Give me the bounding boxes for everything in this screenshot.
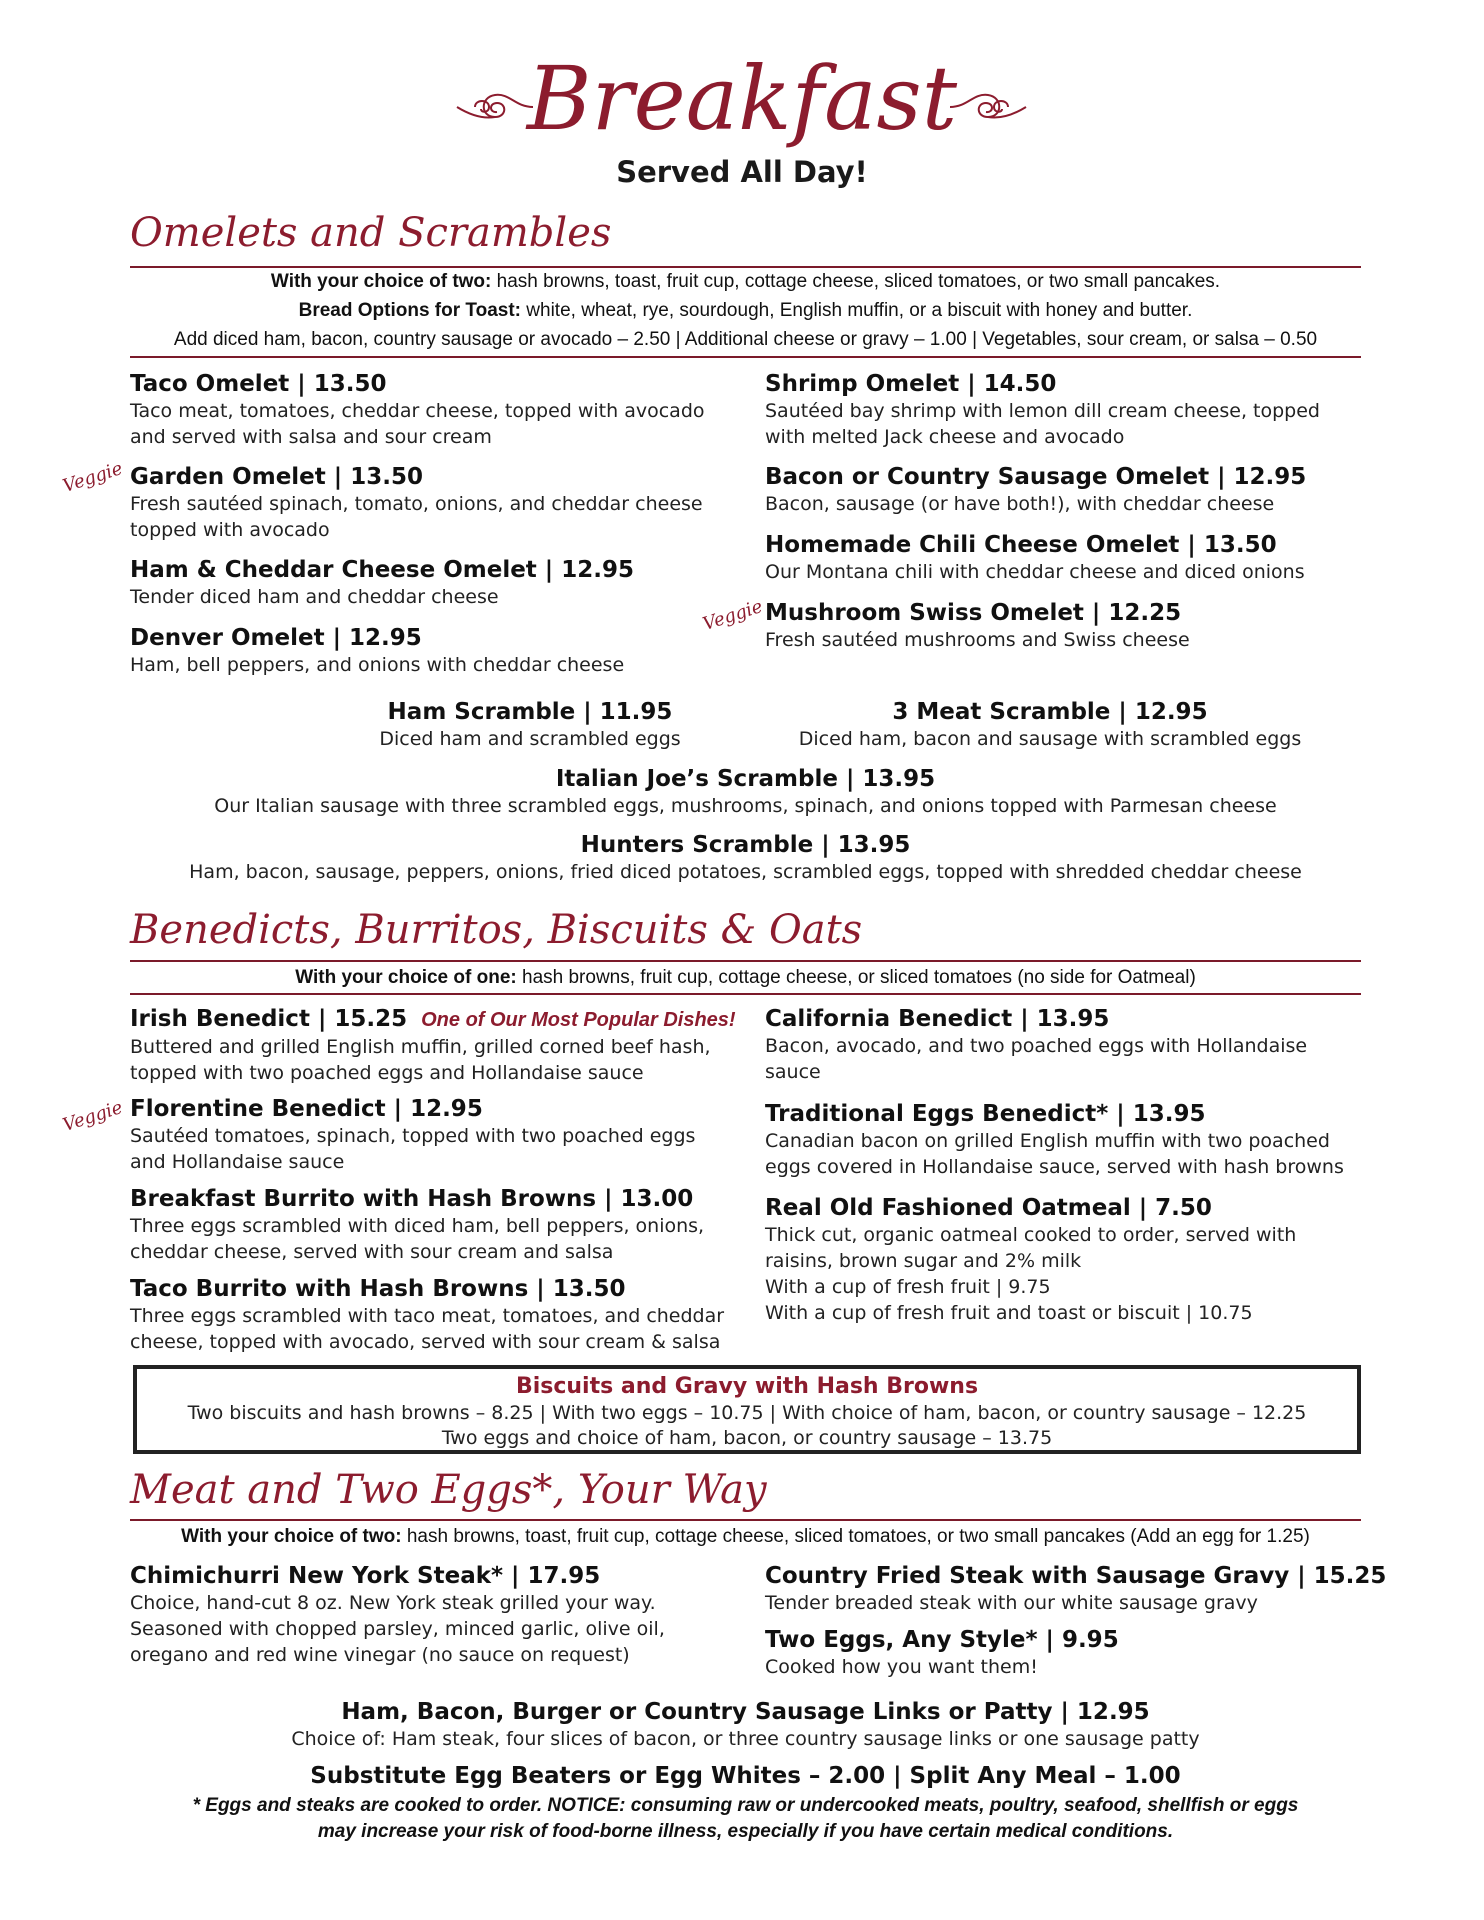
item-option: With a cup of fresh fruit | 9.75 <box>765 1276 1051 1298</box>
item-desc: Cooked how you want them! <box>765 1656 1038 1678</box>
menu-item <box>765 531 1365 585</box>
sides-note: With your choice of two: hash browns, toast, fruit cup, cottage cheese, sliced tomatoes, or two small pancakes. <box>270 271 1221 292</box>
menu-item <box>130 1562 730 1668</box>
addons-note: Add diced ham, bacon, country sausage or avocado – 2.50 | Additional cheese or gravy – 1.00 | Vegetables, sour cream, or salsa – 0.50 <box>173 329 1318 350</box>
item-name: Ham, Bacon, Burger or Country Sausage Links or Patty | 12.95 <box>341 1699 1150 1725</box>
item-name: Taco Omelet | 13.50 <box>130 371 387 397</box>
section-rule <box>130 356 1361 358</box>
menu-item <box>765 370 1365 450</box>
menu-title: Breakfast <box>526 47 958 150</box>
item-name: Irish Benedict | 15.25 One of Our Most Popular Dishes! <box>130 1006 736 1032</box>
right-swirl-ornament <box>948 85 1028 130</box>
item-name: Real Old Fashioned Oatmeal | 7.50 <box>765 1195 1212 1221</box>
item-desc: Three eggs scrambled with diced ham, bell peppers, onions, cheddar cheese, served with sour cream and salsa <box>130 1215 705 1263</box>
item-desc: Ham, bacon, sausage, peppers, onions, fried diced potatoes, scrambled eggs, topped with shredded cheddar cheese <box>189 861 1302 883</box>
section-title-benedicts: Benedicts, Burritos, Biscuits & Oats <box>130 907 863 953</box>
menu-item <box>770 698 1330 752</box>
menu-item <box>130 1698 1361 1752</box>
item-name: Taco Burrito with Hash Browns | 13.50 <box>130 1276 626 1302</box>
box-title: Biscuits and Gravy with Hash Browns <box>515 1374 979 1399</box>
menu-item <box>765 1100 1365 1180</box>
veggie-badge: Veggie <box>60 458 126 497</box>
menu-item <box>130 1275 730 1355</box>
item-desc: Fresh sautéed mushrooms and Swiss cheese <box>765 629 1190 651</box>
item-desc: Sautéed tomatoes, spinach, topped with two poached eggs and Hollandaise sauce <box>130 1125 696 1173</box>
item-name: Florentine Benedict | 12.95 <box>130 1096 483 1122</box>
item-desc: Canadian bacon on grilled English muffin with two poached eggs covered in Hollandaise sauce, served with hash browns <box>765 1130 1344 1178</box>
item-name: Bacon or Country Sausage Omelet | 12.95 <box>765 464 1307 490</box>
item-desc: Tender breaded steak with our white sausage gravy <box>765 1592 1258 1614</box>
item-desc: Choice, hand-cut 8 oz. New York steak grilled your way. Seasoned with chopped parsley, minced garlic, olive oil, oregano and red wine vinegar (no sauce on request) <box>130 1592 665 1666</box>
health-footnote <box>130 1793 1361 1845</box>
item-name: Garden Omelet | 13.50 <box>130 464 423 490</box>
section-note-benedicts: With your choice of one: hash browns, fruit cup, cottage cheese, or sliced tomatoes (no side for Oatmeal) <box>295 967 1196 988</box>
biscuits-gravy-box <box>133 1365 1361 1454</box>
section-rule <box>130 960 1361 962</box>
item-desc: Diced ham, bacon and sausage with scrambled eggs <box>798 728 1302 750</box>
item-name: Italian Joe’s Scramble | 13.95 <box>555 766 936 792</box>
section-title-omelets: Omelets and Scrambles <box>130 210 612 256</box>
menu-item <box>765 1194 1365 1326</box>
substitute-line <box>130 1762 1361 1790</box>
item-name: Ham Scramble | 11.95 <box>387 699 673 725</box>
menu-item <box>300 698 760 752</box>
item-desc: Diced ham and scrambled eggs <box>379 728 681 750</box>
menu-item <box>130 831 1361 885</box>
veggie-badge: Veggie <box>700 596 766 635</box>
menu-item <box>130 1095 730 1175</box>
menu-item <box>765 1562 1387 1616</box>
item-name: Hunters Scramble | 13.95 <box>580 832 911 858</box>
item-desc: Ham, bell peppers, and onions with cheddar cheese <box>130 654 625 676</box>
menu-item <box>765 1005 1355 1085</box>
popular-badge: One of Our Most Popular Dishes! <box>421 1009 736 1031</box>
menu-header <box>0 47 1484 189</box>
section-title-meat: Meat and Two Eggs*, Your Way <box>130 1467 767 1513</box>
item-desc: Fresh sautéed spinach, tomato, onions, and cheddar cheese topped with avocado <box>130 493 703 541</box>
item-option: With a cup of fresh fruit and toast or biscuit | 10.75 <box>765 1302 1253 1324</box>
item-desc: Buttered and grilled English muffin, grilled corned beef hash, topped with two poached eggs and Hollandaise sauce <box>130 1036 711 1084</box>
menu-item <box>130 370 730 450</box>
menu-item <box>130 765 1361 819</box>
menu-item <box>130 1005 736 1086</box>
menu-item <box>130 463 730 543</box>
item-desc: Our Montana chili with cheddar cheese and diced onions <box>765 561 1305 583</box>
menu-item <box>765 599 1365 653</box>
item-name: Country Fried Steak with Sausage Gravy | 15.25 <box>765 1563 1387 1589</box>
left-swirl-ornament <box>455 85 535 130</box>
menu-subtitle: Served All Day! <box>616 155 868 189</box>
item-desc: Our Italian sausage with three scrambled eggs, mushrooms, spinach, and onions topped with Parmesan cheese <box>214 795 1277 817</box>
item-desc: Bacon, sausage (or have both!), with cheddar cheese <box>765 493 1275 515</box>
item-name: Breakfast Burrito with Hash Browns | 13.00 <box>130 1186 694 1212</box>
item-desc: Thick cut, organic oatmeal cooked to order, served with raisins, brown sugar and 2% milk <box>765 1224 1297 1272</box>
menu-item <box>130 624 730 678</box>
section-note-meat: With your choice of two: hash browns, toast, fruit cup, cottage cheese, sliced tomatoes, or two small pancakes (Add an egg for 1.25) <box>181 1526 1310 1547</box>
footnote-line: may increase your risk of food-borne illness, especially if you have certain medical conditions. <box>317 1821 1174 1842</box>
item-name: 3 Meat Scramble | 12.95 <box>892 699 1208 725</box>
section-note-omelets <box>130 267 1361 354</box>
menu-item <box>130 556 730 610</box>
item-name: California Benedict | 13.95 <box>765 1006 1110 1032</box>
item-name: Traditional Eggs Benedict* | 13.95 <box>765 1101 1206 1127</box>
item-desc: Three eggs scrambled with taco meat, tomatoes, and cheddar cheese, topped with avocado, served with sour cream & salsa <box>130 1305 725 1353</box>
item-name: Substitute Egg Beaters or Egg Whites – 2.00 | Split Any Meal – 1.00 <box>310 1763 1181 1789</box>
menu-item <box>765 463 1365 517</box>
menu-item <box>765 1626 1365 1680</box>
item-name: Mushroom Swiss Omelet | 12.25 <box>765 600 1182 626</box>
box-line: Two biscuits and hash browns – 8.25 | With two eggs – 10.75 | With choice of ham, bacon, or country sausage – 12.25 <box>187 1402 1307 1424</box>
item-desc: Bacon, avocado, and two poached eggs with Hollandaise sauce <box>765 1035 1308 1083</box>
item-name: Two Eggs, Any Style* | 9.95 <box>765 1627 1119 1653</box>
item-desc: Tender diced ham and cheddar cheese <box>130 586 499 608</box>
section-rule <box>130 1519 1361 1521</box>
item-desc: Taco meat, tomatoes, cheddar cheese, topped with avocado and served with salsa and sour cream <box>130 400 705 448</box>
box-line: Two eggs and choice of ham, bacon, or country sausage – 13.75 <box>441 1427 1053 1449</box>
item-name: Homemade Chili Cheese Omelet | 13.50 <box>765 532 1277 558</box>
item-desc: Sautéed bay shrimp with lemon dill cream cheese, topped with melted Jack cheese and avocado <box>765 400 1320 448</box>
item-name: Chimichurri New York Steak* | 17.95 <box>130 1563 601 1589</box>
menu-item <box>130 1185 730 1265</box>
item-desc: Choice of: Ham steak, four slices of bacon, or three country sausage links or one sausage patty <box>291 1728 1200 1750</box>
section-rule <box>130 993 1361 995</box>
footnote-line: * Eggs and steaks are cooked to order. NOTICE: consuming raw or undercooked meats, poultry, seafood, shellfish or eggs <box>192 1795 1299 1816</box>
bread-note: Bread Options for Toast: white, wheat, rye, sourdough, English muffin, or a biscuit with honey and butter. <box>298 300 1193 321</box>
veggie-badge: Veggie <box>60 1097 126 1136</box>
item-name: Denver Omelet | 12.95 <box>130 625 422 651</box>
item-name: Shrimp Omelet | 14.50 <box>765 371 1057 397</box>
item-name: Ham & Cheddar Cheese Omelet | 12.95 <box>130 557 634 583</box>
